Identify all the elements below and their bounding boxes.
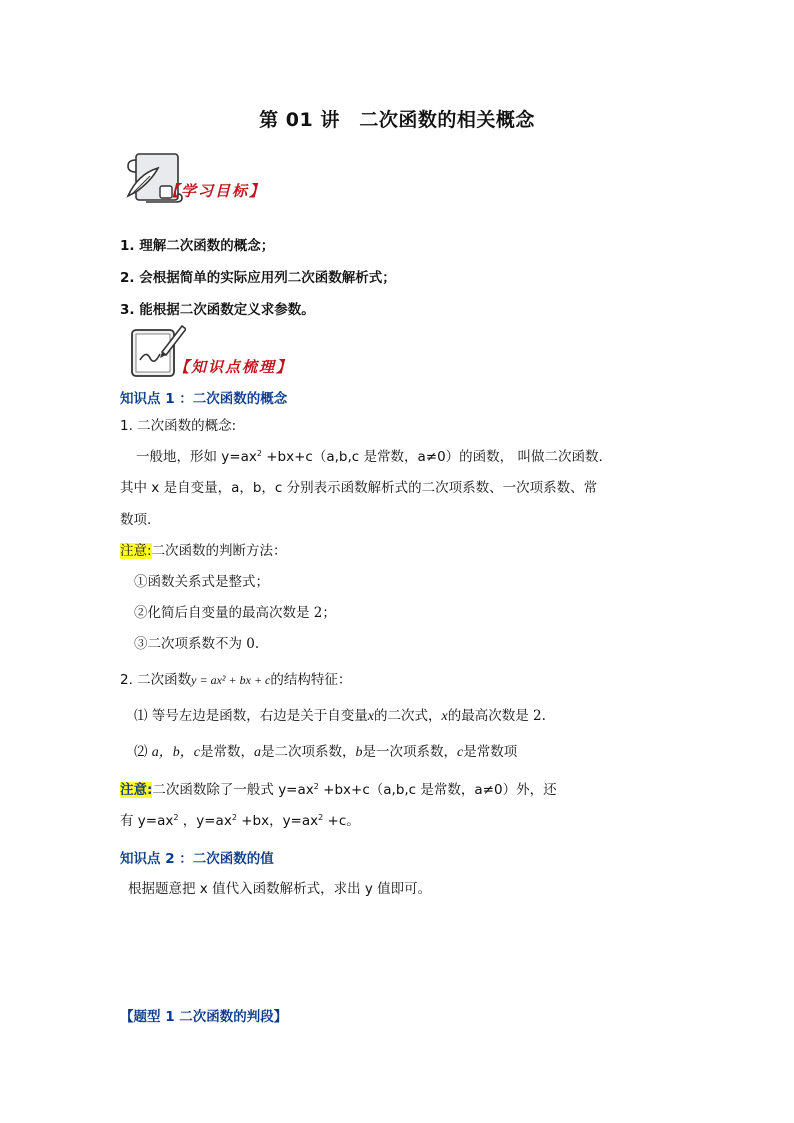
note2-l2sup2: 2 xyxy=(231,813,237,822)
kp1-sub2-post: 的结构特征： xyxy=(270,672,352,688)
kp1-definition xyxy=(136,445,603,465)
feature-2-d: 是常数项 xyxy=(463,744,518,760)
feature-1-c: 的最高次数是 2. xyxy=(447,708,546,724)
condition-item: ③二次项系数不为 0. xyxy=(134,636,260,652)
kp1-def-pre: 一般地，形如 y=ax xyxy=(136,449,257,465)
goals-banner xyxy=(122,150,302,206)
note2-l2d: +c。 xyxy=(323,813,360,829)
condition-item: ①函数关系式是整式； xyxy=(134,574,269,590)
note2-l2b: ，y=ax xyxy=(178,813,232,829)
note2-l2c: +bx，y=ax xyxy=(236,813,319,829)
note2-l2a: 有 y=ax xyxy=(120,813,174,829)
note1-label: 注意: xyxy=(120,543,152,559)
feature-2-c: 是一次项系数， xyxy=(362,744,458,760)
goal-item: 1. 理解二次函数的概念； xyxy=(120,238,275,254)
section-question-type-1: 【题型 1 二次函数的判段】 xyxy=(120,1009,288,1025)
var-x: x xyxy=(367,709,375,724)
condition-item: ②化简后自变量的最高次数是 2； xyxy=(134,605,336,621)
note2-l2sup3: 2 xyxy=(318,813,324,822)
var-b: b xyxy=(355,745,363,760)
kp1-sub1: 1. 二次函数的概念: xyxy=(120,418,237,434)
var-a: a xyxy=(254,745,262,760)
feature-2 xyxy=(134,740,517,761)
note2-pre: 二次函数除了一般式 y=ax xyxy=(152,782,314,798)
kp1-title: 知识点 1 ：二次函数的概念 xyxy=(120,391,288,407)
kp1-line3: 数项. xyxy=(120,512,152,528)
kp1-def-sup: 2 xyxy=(256,449,262,458)
feature-1-b: 的二次式， xyxy=(374,708,442,724)
feature-1-num: ⑴ xyxy=(134,708,148,724)
feature-2-num: ⑵ xyxy=(134,744,148,760)
note2 xyxy=(120,778,557,798)
kp1-line2: 其中 x 是自变量，a，b，c 分别表示函数解析式的二次项系数、一次项系数、常 xyxy=(120,480,598,496)
note2-sup: 2 xyxy=(313,782,319,791)
var-abc: a，b，c xyxy=(151,745,201,760)
var-c: c xyxy=(457,745,464,760)
var-x: x xyxy=(441,709,448,724)
feature-2-a: 是常数， xyxy=(200,744,255,760)
goal-item: 3. 能根据二次函数定义求参数。 xyxy=(120,302,315,318)
feature-1-a: 等号左边是函数，右边是关于自变量 xyxy=(147,708,368,724)
kp1-sub2-pre: 2. 二次函数 xyxy=(120,672,192,688)
general-formula: y = ax² + bx + c xyxy=(191,673,271,687)
kp2-title: 知识点 2 ：二次函数的值 xyxy=(120,851,274,867)
note1 xyxy=(120,539,287,559)
note2-line2 xyxy=(120,809,360,829)
kp2-text: 根据题意把 x 值代入函数解析式，求出 y 值即可。 xyxy=(128,881,432,897)
note2-label: 注意: xyxy=(120,782,153,798)
note1-text: 二次函数的判断方法： xyxy=(151,543,287,559)
feature-2-b: 是二次项系数， xyxy=(261,744,356,760)
knowledge-banner-label: 【知识点梳理】 xyxy=(174,358,294,376)
note2-post: +bx+c（a,b,c 是常数，a≠0）外，还 xyxy=(318,782,557,798)
goals-banner-label: 【学习目标】 xyxy=(164,182,267,200)
kp1-sub2 xyxy=(120,668,351,688)
page-title: 第 01 讲 二次函数的相关概念 xyxy=(259,109,535,131)
goal-item: 2. 会根据简单的实际应用列二次函数解析式； xyxy=(120,270,396,286)
kp1-def-post: +bx+c（a,b,c 是常数，a≠0）的函数， 叫做二次函数. xyxy=(261,449,603,465)
note2-l2sup1: 2 xyxy=(173,813,179,822)
knowledge-banner xyxy=(126,320,326,380)
feature-1 xyxy=(134,704,546,725)
